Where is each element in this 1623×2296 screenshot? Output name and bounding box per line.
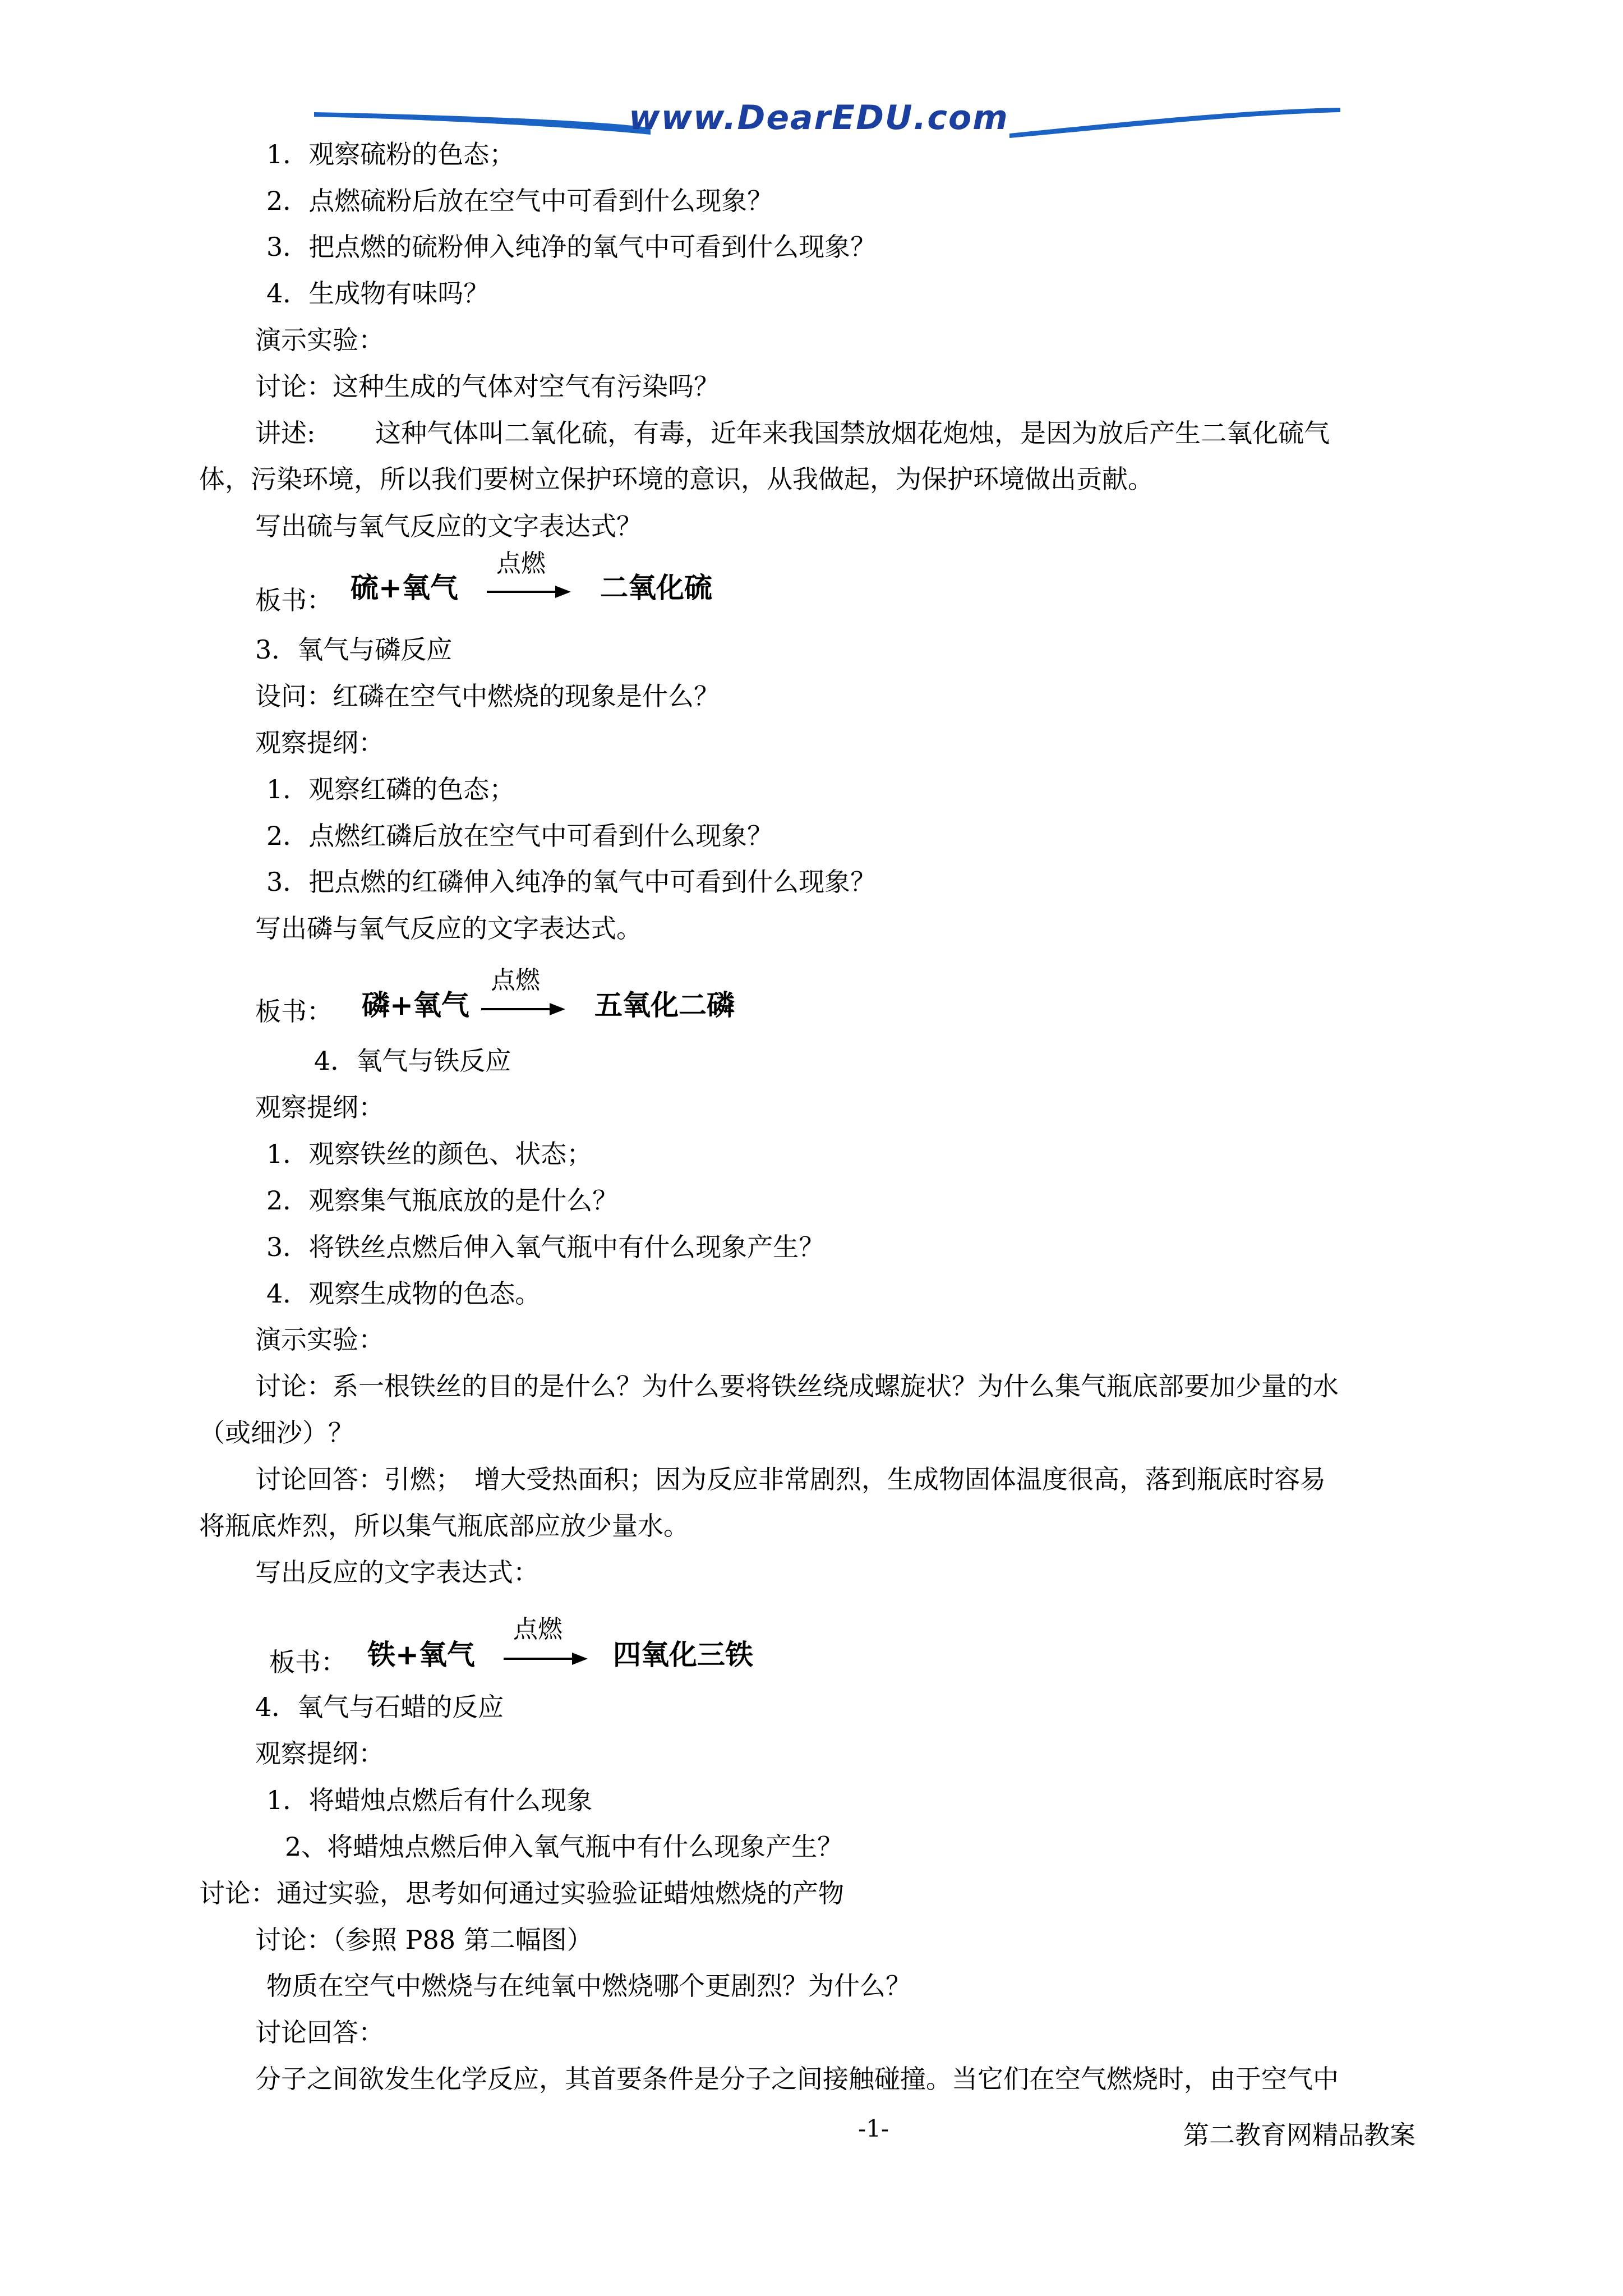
- text-line: 1．观察铁丝的颜色、状态；: [266, 1139, 593, 1169]
- text-line: 讲述: 这种气体叫二氧化硫，有毒，近年来我国禁放烟花炮烛，是因为放后产生二氧化硫气: [255, 418, 1330, 448]
- formula-product: 五氧化二磷: [594, 989, 735, 1022]
- text-line: 1．观察红磷的色态；: [266, 774, 515, 804]
- reaction-arrow-icon: [487, 583, 571, 600]
- text-line: 3．把点燃的硫粉伸入纯净的氧气中可看到什么现象？: [266, 232, 877, 262]
- text-line: 板书：: [269, 1647, 347, 1677]
- text-line: 2．观察集气瓶底放的是什么？: [266, 1185, 619, 1216]
- text-line: 讨论：通过实验，思考如何通过实验验证蜡烛燃烧的产物: [199, 1878, 844, 1908]
- footer-source: 第二教育网精品教案: [1183, 2120, 1415, 2150]
- text-line: 4．氧气与铁反应: [314, 1046, 511, 1076]
- text-line: 观察提纲：: [255, 1738, 384, 1769]
- page-number: -1-: [858, 2115, 889, 2142]
- formula-condition: 点燃: [513, 1615, 562, 1644]
- text-line: 讨论：这种生成的气体对空气有污染吗？: [255, 371, 720, 402]
- text-line: 观察提纲：: [255, 728, 384, 758]
- text-line: 体，污染环境，所以我们要树立保护环境的意识，从我做起，为保护环境做出贡献。: [199, 464, 1154, 494]
- formula-reactants: 磷+氧气: [362, 989, 469, 1022]
- text-line: 写出反应的文字表达式：: [255, 1557, 539, 1588]
- formula-product: 四氧化三铁: [613, 1639, 753, 1671]
- text-line: 将瓶底炸烈，所以集气瓶底部应放少量水。: [199, 1511, 689, 1541]
- text-line: 1．观察硫粉的色态；: [266, 139, 515, 169]
- text-line: 2．点燃红磷后放在空气中可看到什么现象？: [266, 821, 773, 851]
- formula-reactants: 硫+氧气: [351, 572, 458, 604]
- text-line: 演示实验：: [255, 1324, 384, 1355]
- site-logo-text: www.DearEDU.com: [629, 98, 1009, 137]
- text-line: 写出硫与氧气反应的文字表达式？: [255, 511, 642, 541]
- formula-condition: 点燃: [496, 549, 546, 578]
- text-line: 讨论：系一根铁丝的目的是什么？为什么要将铁丝绕成螺旋状？为什么集气瓶底部要加少量的水: [255, 1371, 1339, 1401]
- text-line: 分子之间欲发生化学反应，其首要条件是分子之间接触碰撞。当它们在空气燃烧时，由于空气中: [255, 2064, 1339, 2094]
- text-line: 2、将蜡烛点燃后伸入氧气瓶中有什么现象产生？: [285, 1832, 843, 1862]
- formula-product: 二氧化硫: [600, 572, 712, 604]
- text-line: 设问：红磷在空气中燃烧的现象是什么？: [255, 681, 720, 711]
- text-line: 2．点燃硫粉后放在空气中可看到什么现象？: [266, 186, 773, 216]
- text-line: 写出磷与氧气反应的文字表达式。: [255, 913, 642, 944]
- text-line: 3．将铁丝点燃后伸入氧气瓶中有什么现象产生？: [266, 1232, 825, 1262]
- text-line: 演示实验：: [255, 325, 384, 355]
- formula-condition: 点燃: [491, 966, 540, 995]
- text-line: 物质在空气中燃烧与在纯氧中燃烧哪个更剧烈？为什么？: [266, 1971, 911, 2001]
- text-line: 讨论回答：引燃； 增大受热面积；因为反应非常剧烈，生成物固体温度很高，落到瓶底时容易: [255, 1464, 1326, 1494]
- text-line: 1．将蜡烛点燃后有什么现象: [266, 1785, 593, 1815]
- text-line: 4．生成物有味吗？: [266, 278, 490, 309]
- text-line: 3．氧气与磷反应: [255, 634, 453, 665]
- text-line: 讨论：（参照 P88 第二幅图）: [255, 1925, 593, 1955]
- text-line: 板书：: [255, 996, 333, 1027]
- reaction-arrow-icon: [481, 1001, 565, 1018]
- text-line: 3．把点燃的红磷伸入纯净的氧气中可看到什么现象？: [266, 867, 877, 897]
- text-line: 讨论回答：: [255, 2017, 384, 2047]
- text-line: 4．氧气与石蜡的反应: [255, 1692, 504, 1722]
- text-line: 观察提纲：: [255, 1092, 384, 1122]
- text-line: （或细沙）？: [199, 1418, 354, 1448]
- text-line: 4．观察生成物的色态。: [266, 1278, 541, 1309]
- text-line: 板书：: [255, 585, 333, 615]
- formula-reactants: 铁+氧气: [367, 1639, 475, 1671]
- reaction-arrow-icon: [504, 1650, 588, 1667]
